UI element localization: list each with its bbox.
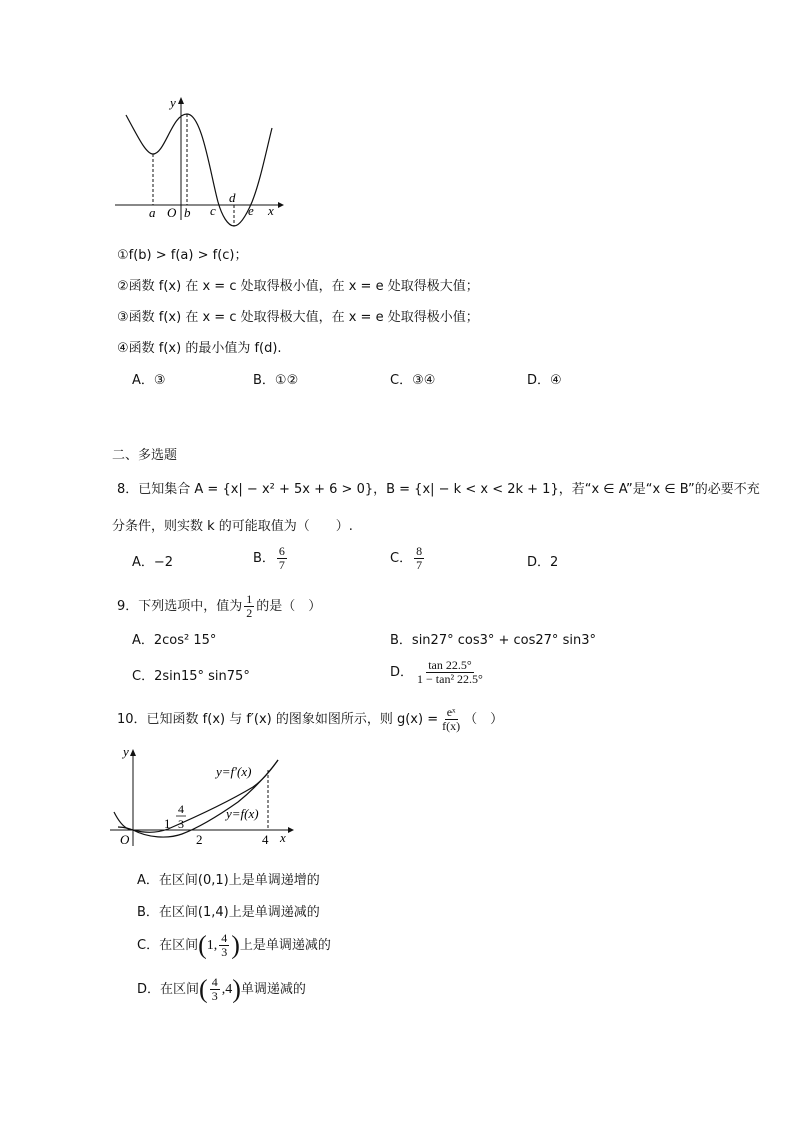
x-label: x: [280, 830, 286, 845]
label-f: y=f(x): [226, 806, 259, 821]
q10-stem-pre: 10．已知函数 f(x) 与 f′(x) 的图象如图所示，则 g(x) =: [117, 712, 439, 727]
denominator: 3: [211, 989, 218, 1003]
paren-close: ): [231, 930, 240, 960]
q9-option-c: C．2sin15° sin75°: [132, 669, 250, 684]
tick-1: 1: [164, 816, 171, 831]
q7-option-a: A．③: [132, 373, 166, 388]
q7-option-d: D．④: [527, 373, 562, 388]
q10-stem: [117, 706, 503, 733]
q8-stem-line1: 8．已知集合 A = {x| − x² + 5x + 6 > 0}，B = {x| − k < x < 2k + 1}，若“x ∈ A”是“x ∈ B”的必要不充: [117, 482, 760, 497]
denominator: 2: [246, 606, 253, 620]
q9-stem-fraction: [244, 593, 254, 620]
q9-option-d: [390, 659, 487, 686]
q10-option-d-fraction: [210, 976, 220, 1003]
q10-option-a: A．在区间(0,1)上是单调递增的: [137, 873, 320, 888]
q10-option-c-fraction: [219, 932, 229, 959]
numerator: 8: [416, 544, 423, 558]
y-label: y: [123, 744, 129, 759]
q10-option-c-post: 上是单调递减的: [239, 938, 331, 953]
q8-option-c-fraction: [414, 545, 424, 572]
q8-option-b: [253, 545, 289, 572]
q8-option-b-letter: B．: [253, 551, 275, 566]
x-axis-arrow-icon: [288, 827, 294, 833]
tick-b: b: [184, 205, 191, 220]
q10-option-d-post: 单调递减的: [240, 982, 306, 997]
tick-a: a: [149, 205, 156, 220]
denominator: 7: [278, 558, 285, 572]
denominator: 1 − tan² 22.5°: [417, 672, 483, 686]
x-axis-arrow-icon: [278, 202, 284, 208]
q10-graph: [108, 742, 298, 850]
q8-option-a: A．−2: [132, 555, 174, 570]
tick-e: e: [248, 203, 254, 218]
origin-label: O: [120, 832, 130, 847]
tick-d: d: [229, 190, 236, 205]
tick-4: 4: [262, 832, 269, 847]
q9-option-d-letter: D．: [390, 665, 414, 680]
paren-close: ): [232, 974, 241, 1004]
x-label: x: [268, 203, 274, 218]
q9-option-a: A．2cos² 15°: [132, 633, 217, 648]
q8-option-d: D．2: [527, 555, 559, 570]
numerator: 1: [246, 592, 253, 606]
q10-option-c: [137, 932, 331, 959]
q7-option-c: C．③④: [390, 373, 436, 388]
tick-4-3-den: 3: [178, 817, 184, 831]
q9-option-b: B．sin27° cos3° + cos27° sin3°: [390, 633, 596, 648]
q10-option-d: [137, 976, 306, 1003]
y-label: y: [170, 95, 176, 110]
label-fprime: y=f′(x): [216, 764, 252, 779]
tick-c: c: [210, 203, 216, 218]
q8-option-c: [390, 545, 426, 572]
tick-2: 2: [196, 832, 203, 847]
numerator: 6: [278, 544, 285, 558]
numerator: 4: [221, 931, 228, 945]
y-axis-arrow-icon: [130, 749, 136, 756]
q7-statement-1: ①f(b) > f(a) > f(c)；: [117, 248, 248, 263]
q10-option-b: B．在区间(1,4)上是单调递减的: [137, 905, 320, 920]
denominator: 7: [416, 558, 423, 572]
q7-statement-3: ③函数 f(x) 在 x = c 处取得极大值，在 x = e 处取得极小值；: [117, 310, 479, 325]
q9-option-d-fraction: [415, 659, 485, 686]
tick-4-3-num: 4: [178, 802, 184, 816]
section-heading: 二、多选题: [112, 448, 178, 463]
q8-option-b-fraction: [277, 545, 287, 572]
q9-stem: [117, 593, 321, 620]
numerator: tan 22.5°: [428, 658, 472, 672]
q10-option-d-b: ,4: [221, 982, 233, 997]
paren-open: (: [199, 974, 208, 1004]
q10-option-c-a: 1,: [206, 938, 218, 953]
paren-open: (: [198, 930, 207, 960]
q10-stem-fraction: [440, 706, 462, 733]
q9-stem-pre: 9．下列选项中，值为: [117, 599, 243, 614]
numerator: 4: [211, 975, 218, 989]
denominator: f(x): [442, 719, 461, 733]
q7-option-b: B．①②: [253, 373, 299, 388]
q9-stem-post: 的是（ ）: [256, 599, 322, 614]
origin-label: O: [167, 205, 177, 220]
q8-option-c-letter: C．: [390, 551, 413, 566]
q10-option-d-pre: D．在区间: [137, 982, 200, 997]
denominator: 3: [221, 945, 228, 959]
q10-option-c-pre: C．在区间: [137, 938, 199, 953]
q10-stem-post: （ ）: [464, 712, 504, 727]
q7-graph: [110, 92, 290, 228]
f-curve: [114, 760, 278, 837]
q8-stem-line2: 分条件，则实数 k 的可能取值为（ ）.: [112, 519, 353, 534]
fprime-curve: [118, 760, 278, 832]
q7-statement-2: ②函数 f(x) 在 x = c 处取得极小值，在 x = e 处取得极大值；: [117, 279, 479, 294]
q7-statement-4: ④函数 f(x) 的最小值为 f(d).: [117, 341, 282, 356]
numerator: eˣ: [446, 705, 456, 719]
y-axis-arrow-icon: [178, 97, 184, 104]
